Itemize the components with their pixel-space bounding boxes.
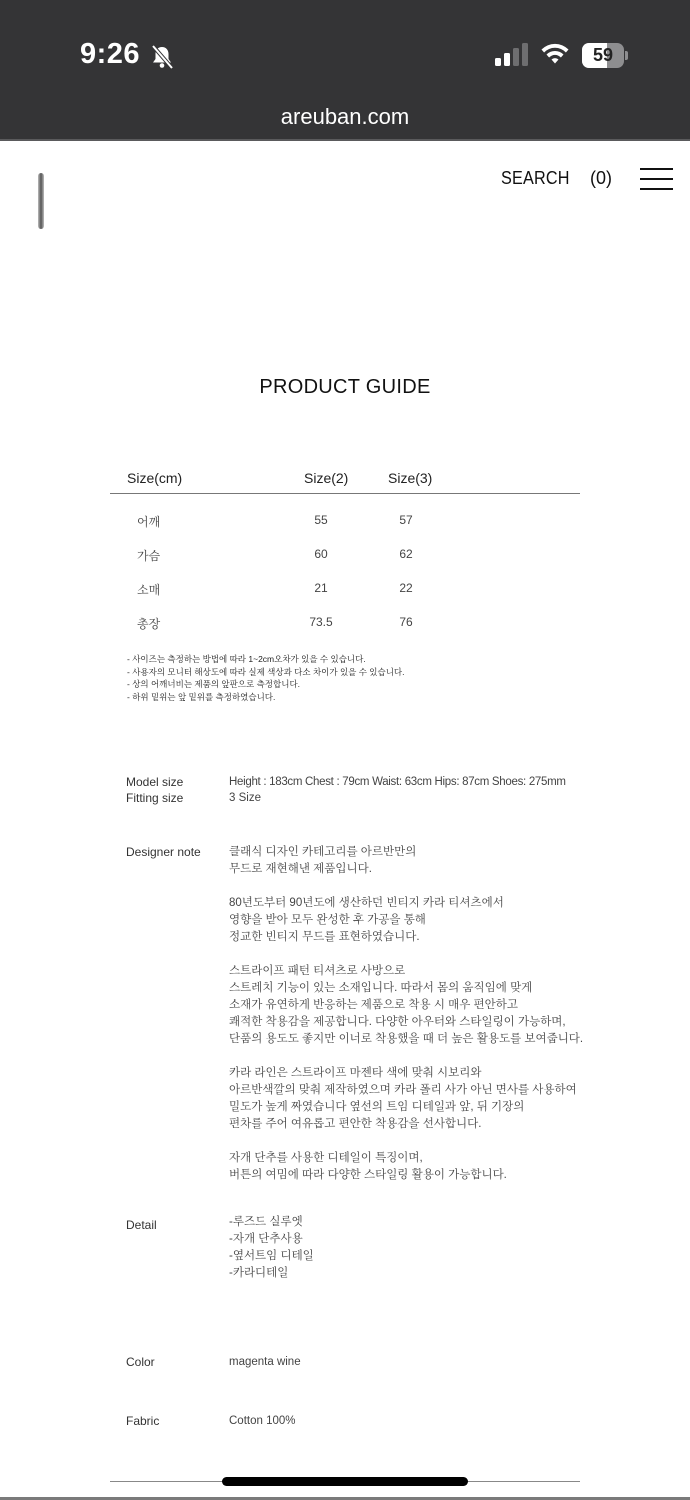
note-line: - 하위 밑위는 앞 밑위를 측정하였습니다. [127,691,276,702]
note-text-line: 무드로 재현해낸 제품입니다. [229,863,372,875]
page-title: PRODUCT GUIDE [259,376,431,398]
note-text-line: 아르반색깔의 맞춰 제작하였으며 카라 폴리 사가 아닌 면사를 사용하여 [229,1084,577,1096]
detail-item: -카라디테일 [229,1267,289,1279]
size2-value: 21 [314,581,328,595]
table-header-size-3: Size(3) [388,470,433,486]
detail-list [229,1214,314,1282]
note-text-line: 정교한 빈티지 무드를 표현하였습니다. [229,931,420,943]
home-indicator[interactable] [222,1477,468,1486]
size3-value: 76 [399,615,413,629]
table-row [110,547,580,567]
size-notes [127,653,405,703]
hamburger-menu-icon[interactable] [640,168,673,190]
detail-label: Detail [126,1218,157,1232]
size2-value: 73.5 [309,615,333,629]
note-text-line: 스트라이프 패턴 티셔츠로 사방으로 [229,965,406,977]
color-label: Color [126,1355,155,1369]
size3-value: 62 [399,547,413,561]
model-size-value: Height : 183cm Chest : 79cm Waist: 63cm Hips: 87cm Shoes: 275mm [229,776,566,788]
status-and-url-bar [0,0,690,141]
note-text-line: 단품의 용도도 좋지만 이너로 착용했을 때 더 높은 활용도를 보여줍니다. [229,1033,584,1045]
table-header-size-cm: Size(cm) [127,470,183,486]
detail-item: -자개 단추사용 [229,1233,303,1245]
table-row [110,615,580,635]
size3-value: 57 [399,513,413,527]
note-line: - 사이즈는 측정하는 방법에 따라 1~2cm오차가 있을 수 있습니다. [127,654,366,664]
fabric-value: Cotton 100% [229,1415,296,1427]
cellular-signal-icon [494,43,528,67]
table-row [110,513,580,533]
divider [0,139,690,141]
note-text-line: 편차를 주어 여유롭고 편안한 착용감을 선사합니다. [229,1118,482,1130]
fabric-label: Fabric [126,1414,160,1428]
note-text-line: 쾌적한 착용감을 제공합니다. 다양한 아우터와 스타일링이 가능하며, [229,1016,566,1028]
note-line: - 사용자의 모니터 해상도에 따라 실제 색상과 다소 차이가 있을 수 있습니다. [127,666,405,677]
fitting-size-value: 3 Size [229,792,261,804]
url-bar[interactable]: areuban.com [280,104,410,129]
battery-icon [582,43,628,68]
detail-item: -옆서트임 디테일 [229,1250,314,1262]
cart-link[interactable]: (0) [590,168,612,188]
table-row [110,581,580,601]
row-label: 어깨 [137,515,161,529]
model-size-label: Model size [126,775,184,789]
note-text-line: 영향을 받아 모두 완성한 후 가공을 통해 [229,914,426,926]
note-text-line: 소재가 유연하게 반응하는 제품으로 착용 시 매우 편안하고 [229,999,518,1011]
note-text-line: 클래식 디자인 카테고리를 아르반만의 [229,846,417,858]
note-text-line: 스트레치 기능이 있는 소재입니다. 따라서 몸의 움직임에 맞게 [229,982,533,994]
size2-value: 60 [314,547,328,561]
battery-percent: 59 [592,45,614,65]
bell-slash-icon [149,44,175,70]
designer-note-text [229,844,583,1184]
fitting-size-label: Fitting size [126,791,184,805]
size2-value: 55 [314,513,328,527]
search-link[interactable]: SEARCH [501,168,570,188]
status-time: 9:26 [80,38,141,70]
note-text-line: 자개 단추를 사용한 디테일이 특징이며, [229,1152,423,1164]
note-text-line: 밀도가 높게 짜였습니다 옆선의 트임 디테일과 앞, 뒤 기장의 [229,1101,525,1113]
designer-note-label: Designer note [126,845,201,859]
note-text-line: 80년도부터 90년도에 생산하던 빈티지 카라 티셔츠에서 [229,897,504,909]
table-header-divider [110,493,580,494]
brand-logo-icon[interactable] [38,173,44,229]
note-text-line: 버튼의 여밈에 따라 다양한 스타일링 활용이 가능합니다. [229,1169,507,1181]
row-label: 총장 [137,617,161,631]
wifi-icon [540,42,570,66]
detail-item: -루즈드 실루엣 [229,1216,303,1228]
note-line: - 상의 어깨너비는 제품의 앞판으로 측정합니다. [127,679,301,689]
table-header-size-2: Size(2) [304,470,349,486]
color-value: magenta wine [229,1356,301,1368]
note-text-line: 카라 라인은 스트라이프 마젠타 색에 맞춰 시보리와 [229,1067,482,1079]
row-label: 소매 [137,583,161,597]
size3-value: 22 [399,581,413,595]
row-label: 가슴 [137,549,161,563]
